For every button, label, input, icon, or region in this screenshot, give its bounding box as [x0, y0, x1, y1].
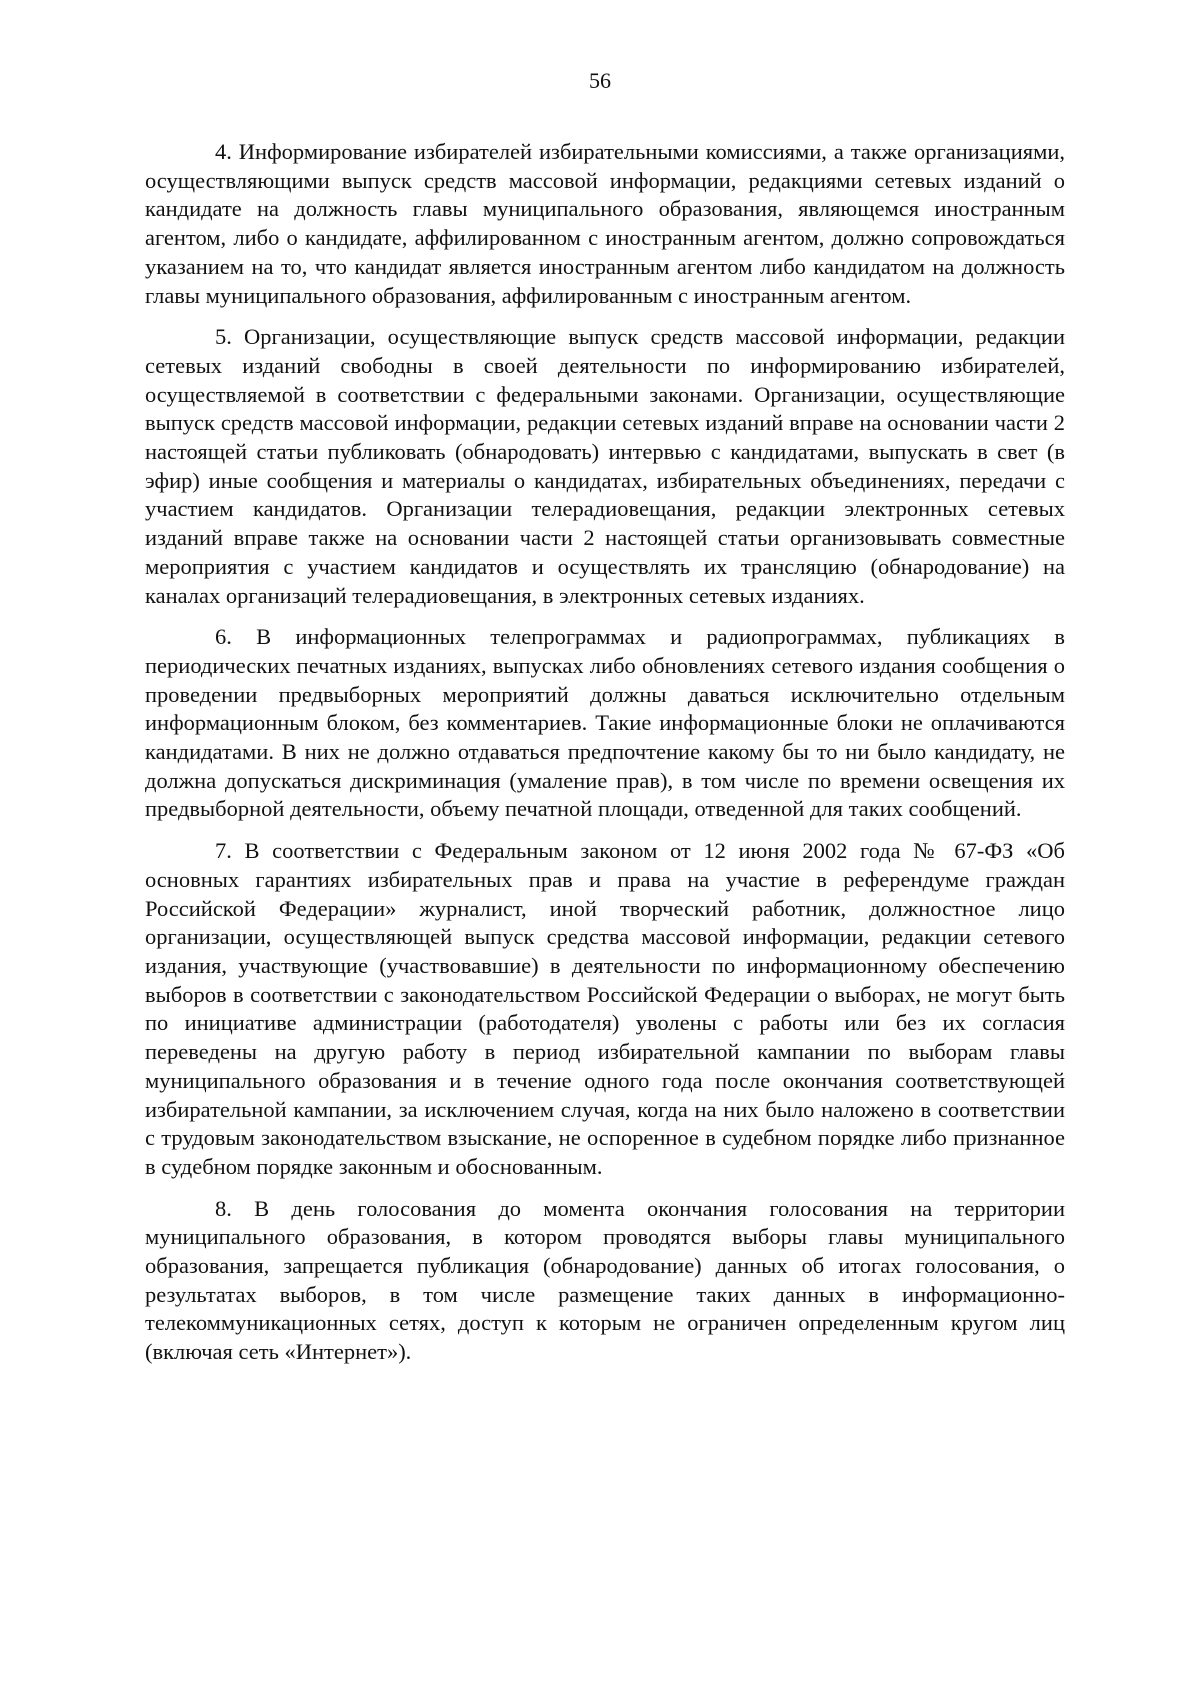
paragraph-5: 5. Организации, осуществляющие выпуск средств массовой информации, редакции сетевых изданий свободны в своей деятельности по информированию избирателей, осуществляемой в соответствии с федеральными законами. Организации, осуществляющие выпуск средств массовой информации, редакции сетевых изданий вправе на основании части 2 настоящей статьи публиковать (обнародовать) интервью с кандидатами, выпускать в свет (в эфир) иные сообщения и материалы о кандидатах, избирательных объединениях, передачи с участием кандидатов. Организации телерадиовещания, редакции электронных сетевых изданий вправе также на основании части 2 настоящей статьи организовывать совместные мероприятия с участием кандидатов и осуществлять их трансляцию (обнародование) на каналах организаций телерадиовещания, в электронных сетевых изданиях.	[145, 324, 1065, 608]
document-body	[145, 138, 1065, 1380]
paragraph-6: 6. В информационных телепрограммах и радиопрограммах, публикациях в периодических печатных изданиях, выпусках либо обновлениях сетевого издания сообщения о проведении предвыборных мероприятий должны даваться исключительно отдельным информационным блоком, без комментариев. Такие информационные блоки не оплачиваются кандидатами. В них не должно отдаваться предпочтение какому бы то ни было кандидату, не должна допускаться дискриминация (умаление прав), в том числе по времени освещения их предвыборной деятельности, объему печатной площади, отведенной для таких сообщений.	[145, 624, 1065, 822]
paragraph-4: 4. Информирование избирателей избирательными комиссиями, а также организациями, осуществляющими выпуск средств массовой информации, редакциями сетевых изданий о кандидате на должность главы муниципального образования, являющемся иностранным агентом, либо о кандидате, аффилированном с иностранным агентом, должно сопровождаться указанием на то, что кандидат является иностранным агентом либо кандидатом на должность главы муниципального образования, аффилированным с иностранным агентом.	[145, 139, 1065, 308]
paragraph-8: 8. В день голосования до момента окончания голосования на территории муниципального образования, в котором проводятся выборы главы муниципального образования, запрещается публикация (обнародование) данных об итогах голосования, о результатах выборов, в том числе размещение таких данных в информационно-телекоммуникационных сетях, доступ к которым не ограничен определенным кругом лиц (включая сеть «Интернет»).	[145, 1195, 1065, 1365]
page-number: 56	[589, 68, 611, 93]
paragraph-7: 7. В соответствии с Федеральным законом от 12 июня 2002 года № 67-ФЗ «Об основных гарантиях избирательных прав и права на участие в референдуме граждан Российской Федерации» журналист, иной творческий работник, должностное лицо организации, осуществляющей выпуск средства массовой информации, редакции сетевого издания, участвующие (участвовавшие) в деятельности по информационному обеспечению выборов в соответствии с законодательством Российской Федерации о выборах, не могут быть по инициативе администрации (работодателя) уволены с работы или без их согласия переведены на другую работу в период избирательной кампании по выборам главы муниципального образования и в течение одного года после окончания соответствующей избирательной кампании, за исключением случая, когда на них было наложено в соответствии с трудовым законодательством взыскание, не оспоренное в судебном порядке либо признанное в судебном порядке законным и обоснованным.	[145, 838, 1065, 1179]
